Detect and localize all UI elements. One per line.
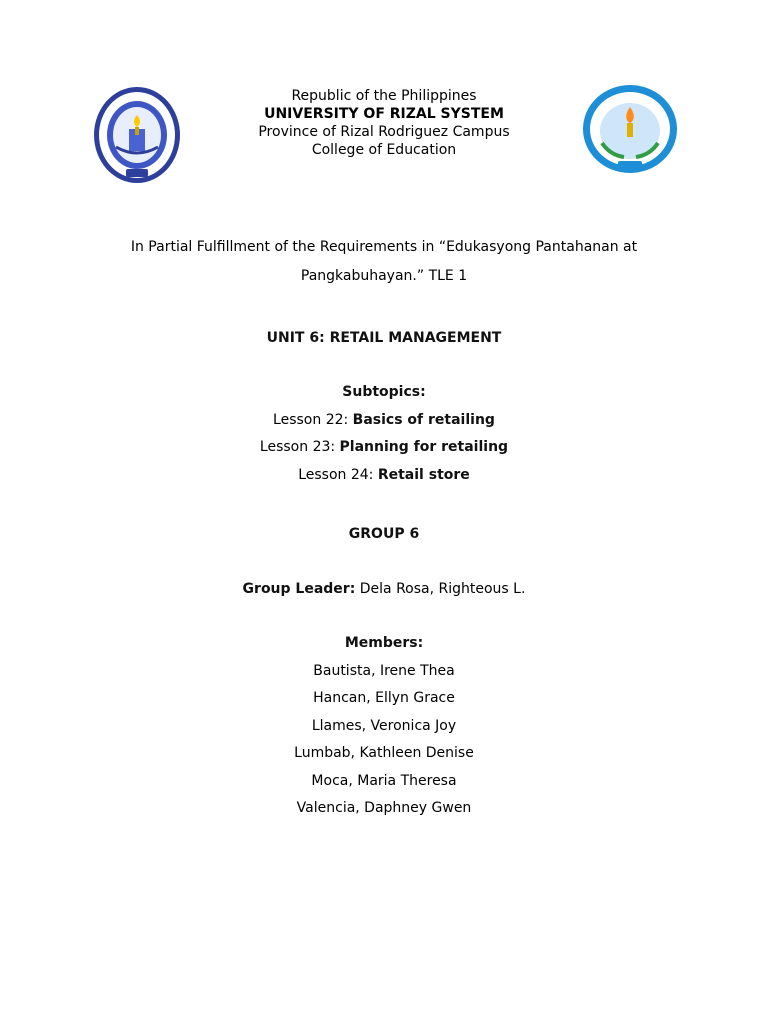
member-item: Llames, Veronica Joy: [311, 718, 457, 734]
group-name: GROUP 6: [348, 526, 420, 542]
member-item: Bautista, Irene Thea: [313, 663, 455, 679]
lesson-title: Basics of retailing: [352, 412, 495, 428]
unit-title: UNIT 6: RETAIL MANAGEMENT: [266, 330, 502, 346]
header-college: College of Education: [311, 142, 457, 158]
subtopics-heading: Subtopics:: [342, 384, 426, 400]
lesson-label: Lesson 22:: [273, 412, 353, 428]
group-leader-label: Group Leader:: [242, 581, 356, 597]
member-item: Valencia, Daphney Gwen: [296, 800, 472, 816]
member-item: Moca, Maria Theresa: [311, 773, 457, 789]
member-item: Lumbab, Kathleen Denise: [294, 745, 474, 761]
member-item: Hancan, Ellyn Grace: [313, 690, 455, 706]
group-leader-name: Dela Rosa, Righteous L.: [355, 581, 526, 597]
lesson-label: Lesson 24:: [298, 467, 378, 483]
lesson-label: Lesson 23:: [259, 439, 340, 455]
lesson-title: Planning for retailing: [339, 439, 509, 455]
fulfillment-line-1: In Partial Fulfillment of the Requirements in “Edukasyong Pantahanan at: [130, 239, 638, 255]
members-heading: Members:: [344, 635, 424, 651]
header-campus: Province of Rizal Rodriguez Campus: [258, 124, 510, 140]
header-republic: Republic of the Philippines: [291, 88, 477, 104]
lesson-title: Retail store: [377, 467, 470, 483]
lesson-item: [0, 467, 768, 484]
lesson-item: [0, 439, 768, 456]
fulfillment-line-2: Pangkabuhayan.” TLE 1: [300, 268, 468, 284]
group-leader: [0, 581, 768, 598]
lesson-item: [0, 412, 768, 429]
header-university-name: UNIVERSITY OF RIZAL SYSTEM: [264, 106, 504, 122]
